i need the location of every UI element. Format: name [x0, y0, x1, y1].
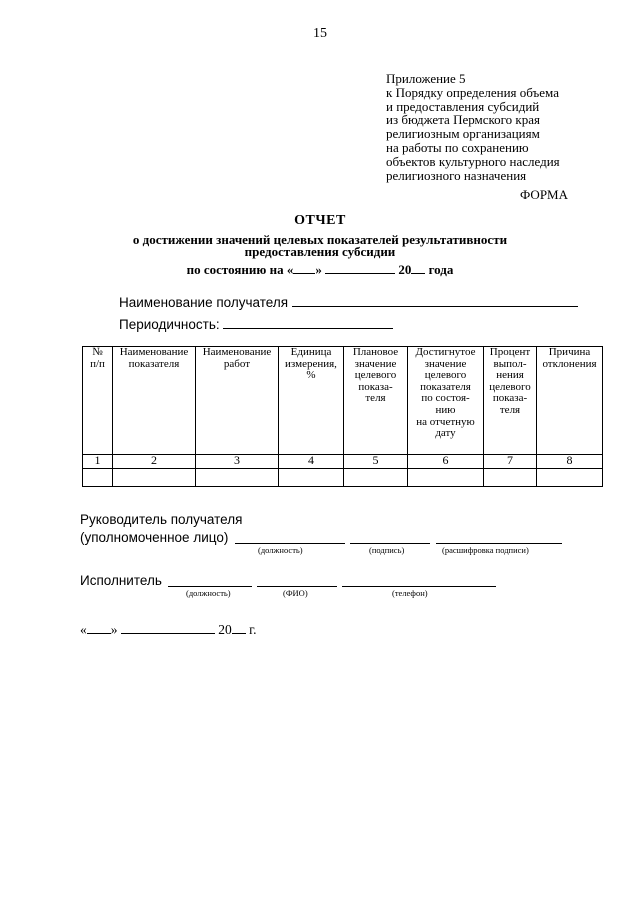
appendix-line: к Порядку определения объема	[386, 84, 559, 100]
col-header-percent: Процент выпол- нения целевого показа- теля	[484, 347, 537, 455]
date-year: 20	[218, 622, 232, 637]
day-blank[interactable]	[293, 261, 315, 274]
executor-position-caption: (должность)	[186, 588, 231, 598]
date-close-quote: »	[110, 622, 118, 637]
report-date-suffix: года	[428, 262, 454, 277]
report-date	[0, 261, 640, 278]
appendix-line: религиозным организациям	[386, 126, 540, 142]
executor-phone-blank[interactable]	[342, 586, 496, 587]
col-header-reason: Причина отклонения	[537, 347, 603, 455]
report-title: ОТЧЕТ	[294, 213, 346, 228]
page-number: 15	[313, 26, 327, 41]
head-decoding-caption: (расшифровка подписи)	[442, 545, 529, 555]
col-header-unit: Единица измерения, %	[279, 347, 344, 455]
report-date-year: 20	[398, 262, 412, 277]
table-cell[interactable]	[279, 469, 344, 487]
col-number: 3	[196, 455, 279, 469]
table-cell[interactable]	[408, 469, 484, 487]
head-title-line1: Руководитель получателя	[80, 512, 243, 527]
col-header-works: Наименование работ	[196, 347, 279, 455]
table-cell[interactable]	[83, 469, 113, 487]
appendix-line: на работы по сохранению	[386, 139, 529, 155]
form-label: ФОРМА	[520, 187, 568, 202]
table-cell[interactable]	[484, 469, 537, 487]
table-cell[interactable]	[344, 469, 408, 487]
head-title-line2: (уполномоченное лицо)	[80, 530, 229, 545]
col-header-planned: Плановое значение целевого показа- теля	[344, 347, 408, 455]
executor-position-blank[interactable]	[168, 586, 252, 587]
col-number: 8	[537, 455, 603, 469]
periodicity-field	[119, 316, 393, 332]
executor-name-caption: (ФИО)	[283, 588, 308, 598]
appendix-line: и предоставления субсидий	[386, 98, 540, 114]
signature-date	[80, 621, 257, 638]
report-date-prefix: по состоянию на «	[186, 262, 294, 277]
report-subtitle-line: предоставления субсидии	[244, 244, 396, 259]
appendix-line: объектов культурного наследия	[386, 153, 560, 169]
col-header-achieved: Достигнутое значение целевого показателя по состоя- нию на отчетную дату	[408, 347, 484, 455]
appendix-line: из бюджета Пермского края	[386, 112, 541, 128]
table-header-row	[83, 347, 603, 455]
table-number-row	[83, 455, 603, 469]
appendix-block	[386, 72, 560, 182]
date-year-blank[interactable]	[232, 621, 246, 634]
periodicity-label: Периодичность:	[119, 317, 220, 332]
recipient-name-label: Наименование получателя	[119, 295, 289, 310]
periodicity-blank[interactable]	[223, 316, 393, 329]
col-number: 4	[279, 455, 344, 469]
table-cell[interactable]	[196, 469, 279, 487]
recipient-name-field	[119, 294, 578, 310]
table-cell[interactable]	[537, 469, 603, 487]
col-header-indicator: Наименование показателя	[113, 347, 196, 455]
report-table	[82, 346, 603, 487]
report-subtitle-line: о достижении значений целевых показателей результативности	[132, 232, 508, 247]
col-number: 1	[83, 455, 113, 469]
table-row	[83, 469, 603, 487]
executor-phone-caption: (телефон)	[392, 588, 428, 598]
col-number: 7	[484, 455, 537, 469]
date-open-quote: «	[80, 622, 87, 637]
report-date-mid: »	[315, 262, 322, 277]
col-number: 2	[113, 455, 196, 469]
date-day-blank[interactable]	[87, 621, 111, 634]
head-position-blank[interactable]	[235, 543, 345, 544]
date-month-blank[interactable]	[121, 621, 215, 634]
col-number: 5	[344, 455, 408, 469]
table-cell[interactable]	[113, 469, 196, 487]
recipient-name-blank[interactable]	[292, 294, 578, 307]
head-signature-caption: (подпись)	[369, 545, 405, 555]
head-position-caption: (должность)	[258, 545, 303, 555]
head-signature-blank[interactable]	[350, 543, 430, 544]
col-header-number: № п/п	[83, 347, 113, 455]
col-number: 6	[408, 455, 484, 469]
head-decoding-blank[interactable]	[436, 543, 562, 544]
appendix-line: религиозного назначения	[386, 167, 527, 183]
executor-label: Исполнитель	[80, 573, 162, 588]
appendix-line: Приложение 5	[386, 71, 466, 86]
date-suffix: г.	[249, 622, 257, 637]
executor-name-blank[interactable]	[257, 586, 337, 587]
month-blank[interactable]	[325, 261, 395, 274]
year-blank[interactable]	[411, 261, 425, 274]
report-subtitle	[0, 234, 640, 258]
